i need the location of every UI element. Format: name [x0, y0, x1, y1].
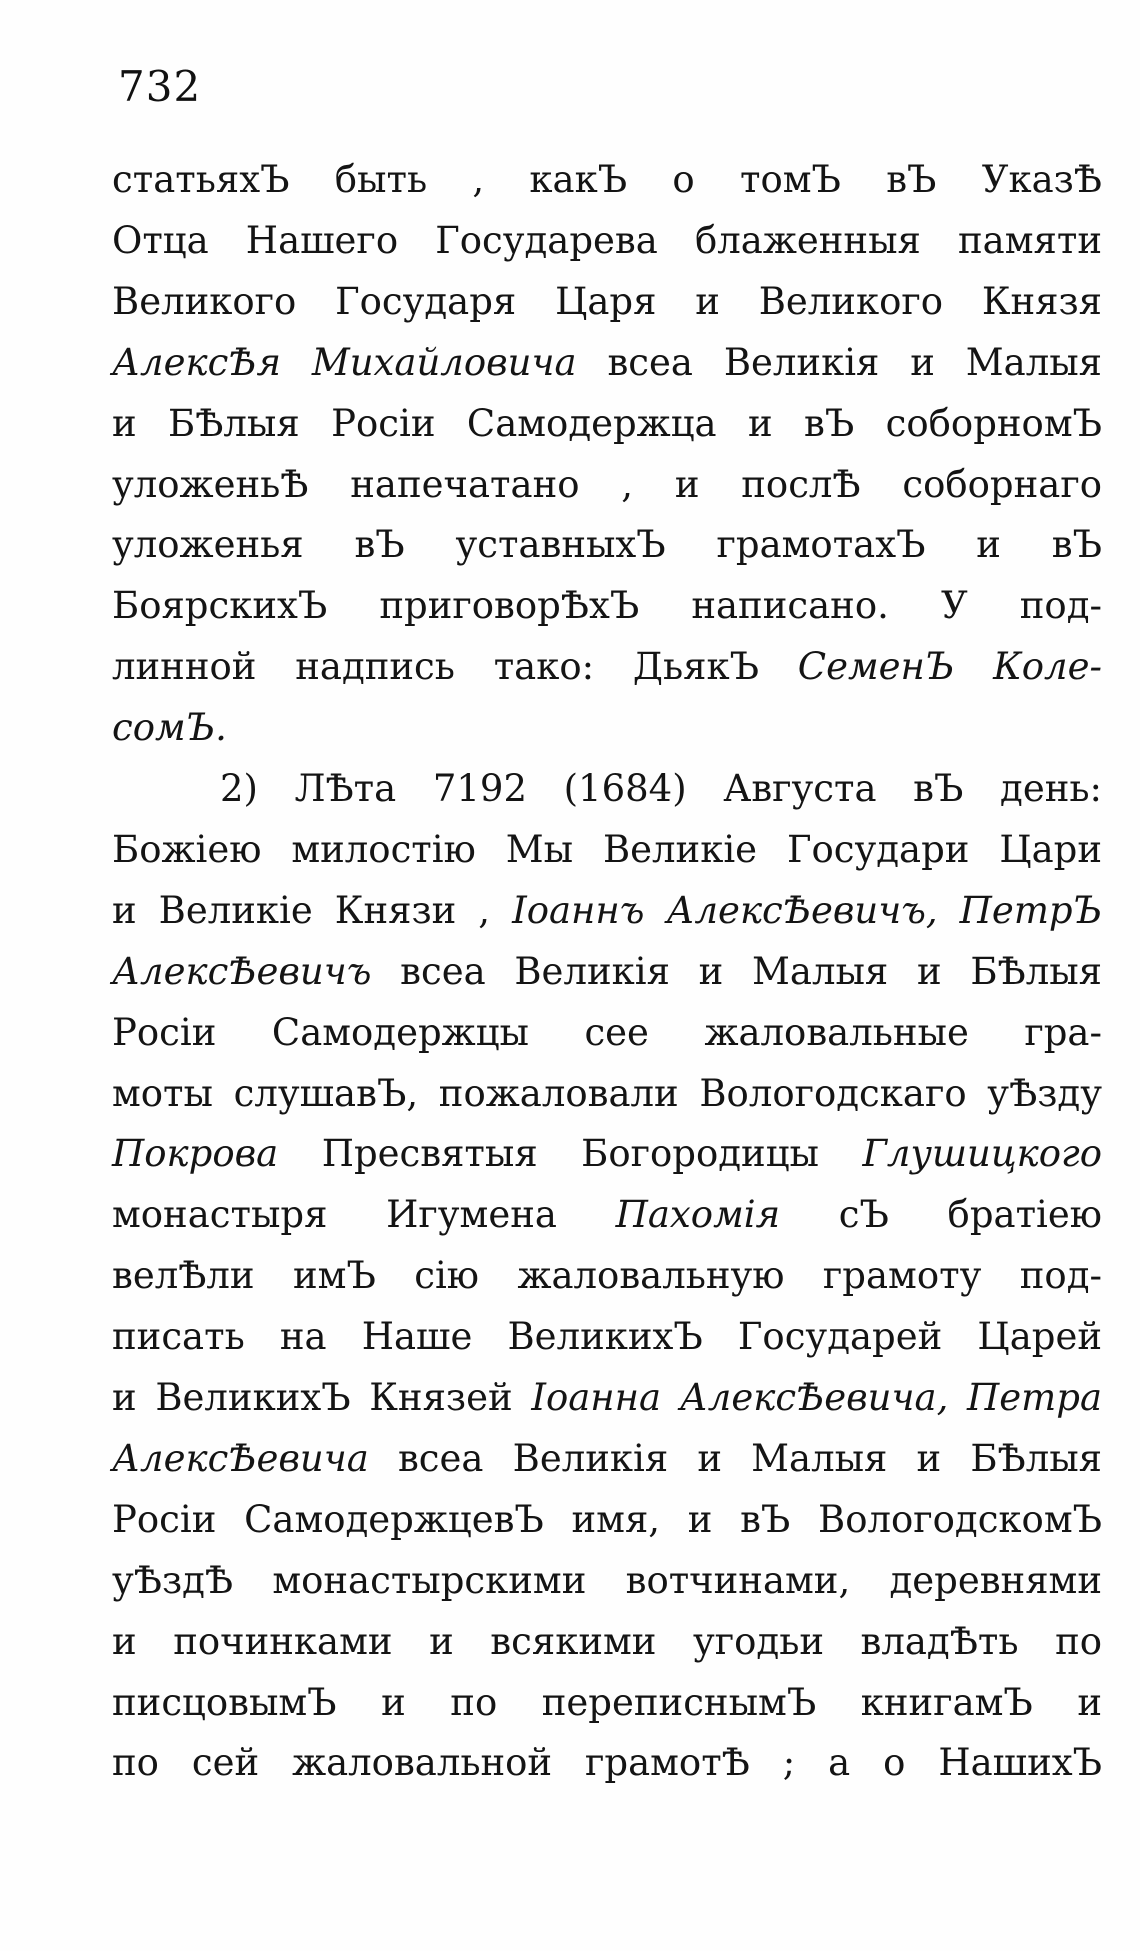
text-line — [112, 272, 1102, 332]
text-line — [112, 759, 1102, 819]
text-segment: моты слушавЪ, пожаловали Вологодскаго уѢзду — [112, 1071, 1102, 1115]
text-segment: и БѢлыя Росіи Самодержца и вЪ соборномЪ — [112, 401, 1102, 445]
text-segment: Росіи Самодержцы сее жаловальные гра- — [112, 1010, 1102, 1054]
text-segment: и Великіе Князи , — [112, 888, 513, 932]
text-segment: БоярскихЪ приговорѢхЪ написано. У под- — [112, 584, 1102, 628]
text-segment: велѢли имЪ сію жаловальную грамоту под- — [112, 1254, 1102, 1298]
text-segment: Божіею милостію Мы Великіе Государи Цари — [112, 827, 1102, 871]
text-line — [112, 698, 1102, 758]
text-segment: всеа Великія и Малыя и БѢлыя — [368, 1436, 1102, 1480]
text-line — [112, 1673, 1102, 1733]
italic-segment: Покрова — [112, 1132, 279, 1176]
text-segment: Пресвятыя Богородицы — [278, 1132, 863, 1176]
text-segment: и починками и всякими угодьи владѢть по — [112, 1619, 1102, 1663]
text-segment: 2) ЛѢта 7192 (1684) Августа вЪ день: — [220, 767, 1102, 810]
text-line — [112, 515, 1102, 575]
italic-segment: Пахомія — [615, 1193, 781, 1237]
italic-segment: Іоанна АлексѢевича, Петра — [531, 1376, 1102, 1419]
text-segment: статьяхЪ быть , какЪ о томЪ вЪ УказѢ — [112, 158, 1102, 201]
italic-segment: Глушицкого — [862, 1132, 1102, 1176]
text-line — [112, 1612, 1102, 1672]
page-number: 732 — [118, 62, 202, 111]
text-segment: всеа Великія и Малыя — [576, 340, 1102, 384]
text-segment: Отца Нашего Государева блаженныя памяти — [112, 218, 1102, 262]
text-segment: и ВеликихЪ Князей — [112, 1376, 532, 1419]
italic-segment: АлексѢевичъ — [112, 949, 372, 993]
text-line — [112, 637, 1102, 697]
text-segment: по сей жаловальной грамотѢ ; а о НашихЪ — [112, 1741, 1102, 1785]
text-line — [112, 1185, 1102, 1245]
text-line — [112, 455, 1102, 515]
text-line — [112, 1368, 1102, 1428]
text-segment: писцовымЪ и по переписнымЪ книгамЪ и — [112, 1680, 1102, 1724]
italic-segment: АлексѢя Михайловича — [112, 340, 577, 384]
text-segment: уложенья вЪ уставныхЪ грамотахЪ и вЪ — [112, 523, 1102, 567]
text-line — [112, 1124, 1102, 1184]
italic-segment: АлексѢевича — [112, 1436, 369, 1480]
text-segment: Росіи СамодержцевЪ имя, и вЪ ВологодскомЪ — [112, 1497, 1102, 1541]
text-line — [112, 1003, 1102, 1063]
text-line — [112, 942, 1102, 1002]
text-line — [112, 1246, 1102, 1306]
text-line — [112, 394, 1102, 454]
text-line — [112, 150, 1102, 210]
text-segment: писать на Наше ВеликихЪ Государей Царей — [112, 1315, 1102, 1359]
text-line — [112, 1733, 1102, 1793]
italic-segment: сомЪ. — [112, 706, 227, 750]
text-line — [112, 1064, 1102, 1124]
text-segment: уложеньѢ напечатано , и послѢ соборнаго — [112, 462, 1102, 506]
text-segment: монастыря Игумена — [112, 1193, 616, 1237]
text-line — [112, 211, 1102, 271]
text-line — [112, 881, 1102, 941]
text-segment: сЪ братіею — [780, 1193, 1102, 1237]
text-line — [112, 1307, 1102, 1367]
text-line — [112, 1490, 1102, 1550]
italic-segment: СеменЪ Коле- — [797, 645, 1102, 689]
text-line — [112, 820, 1102, 880]
text-line — [112, 576, 1102, 636]
text-segment: Великого Государя Царя и Великого Князя — [112, 279, 1102, 323]
italic-segment: Іоаннъ АлексѢевичъ, ПетрЪ — [512, 888, 1102, 932]
text-line — [112, 1429, 1102, 1489]
text-line — [112, 1551, 1102, 1611]
text-segment: линной надпись тако: ДьякЪ — [112, 645, 798, 689]
text-line — [112, 333, 1102, 393]
text-segment: всеа Великія и Малыя и БѢлыя — [371, 949, 1102, 993]
text-segment: уѢздѢ монастырскими вотчинами, деревнями — [112, 1558, 1102, 1602]
